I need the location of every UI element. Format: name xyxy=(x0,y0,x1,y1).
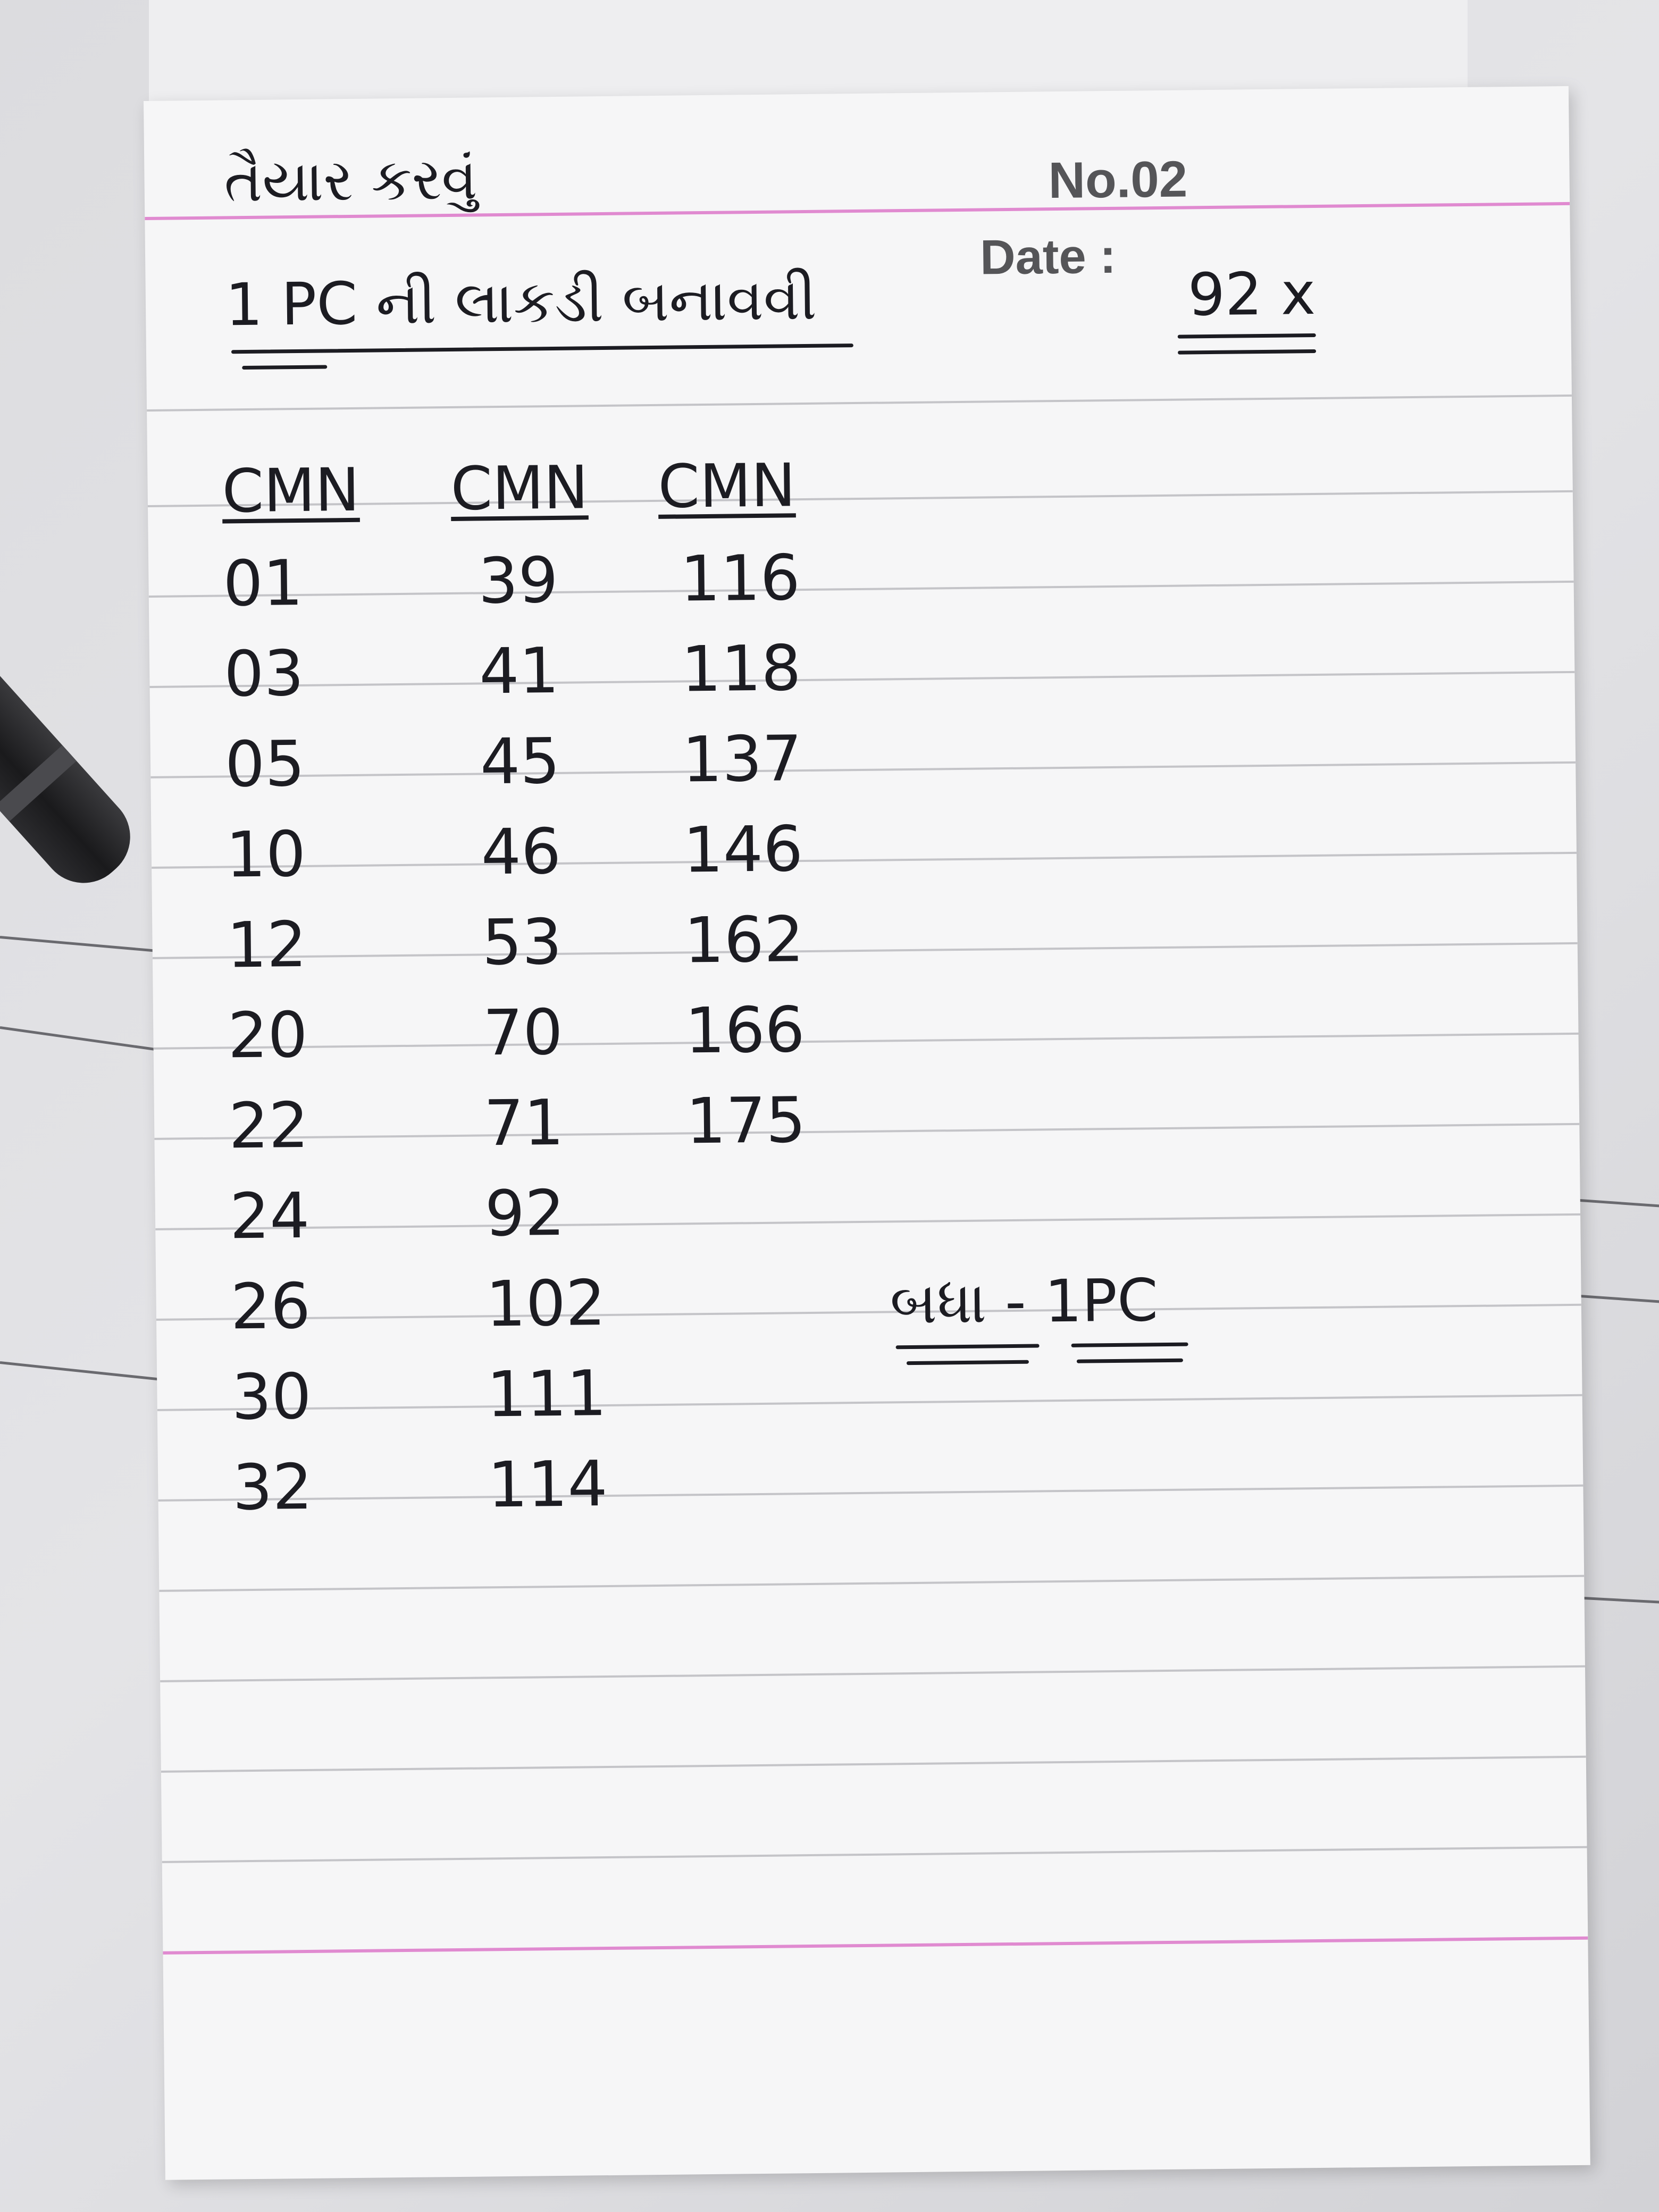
ruled-line xyxy=(148,490,1573,507)
table-cell: 32 xyxy=(232,1449,313,1524)
ruled-line xyxy=(150,761,1576,778)
table-cell: 114 xyxy=(487,1447,608,1522)
ruled-line xyxy=(156,1304,1581,1321)
ruled-line xyxy=(150,671,1575,688)
column-header: CMN xyxy=(657,451,796,522)
total-quantity: 92 x xyxy=(1187,259,1316,329)
table-cell: 70 xyxy=(482,995,564,1070)
ruled-line xyxy=(159,1575,1584,1592)
total-underline xyxy=(1178,349,1316,355)
table-cell: 03 xyxy=(223,636,305,711)
page-subtitle: 1 PC ની લાકડી બનાવવી xyxy=(225,264,817,339)
table-cell: 71 xyxy=(483,1085,565,1160)
number-label: No.02 xyxy=(1048,150,1188,210)
column-header: CMN xyxy=(450,453,589,524)
table-cell: 41 xyxy=(479,633,560,708)
ruled-line xyxy=(154,1033,1579,1050)
table-cell: 26 xyxy=(230,1269,311,1344)
notepad-page xyxy=(144,86,1590,2180)
table-cell: 12 xyxy=(226,907,307,982)
ruled-line xyxy=(153,942,1578,959)
table-cell: 137 xyxy=(682,722,802,797)
table-cell: 05 xyxy=(224,726,305,801)
pen xyxy=(0,642,148,900)
table-cell: 102 xyxy=(485,1266,606,1341)
table-cell: 111 xyxy=(486,1356,607,1431)
ruled-line xyxy=(162,1846,1587,1863)
table-cell: 24 xyxy=(229,1178,310,1253)
ruled-line xyxy=(155,1213,1580,1230)
table-cell: 46 xyxy=(481,814,562,889)
desk-line xyxy=(0,936,175,954)
column-header: CMN xyxy=(222,455,360,526)
table-cell: 39 xyxy=(477,543,559,618)
ruled-line xyxy=(154,1123,1579,1140)
subtitle-underline xyxy=(242,365,327,370)
ruled-line xyxy=(161,1756,1586,1773)
table-cell: 30 xyxy=(231,1359,312,1434)
desk-line xyxy=(0,1361,170,1381)
table-cell: 146 xyxy=(683,812,803,887)
side-note-underline xyxy=(896,1344,1040,1349)
table-cell: 22 xyxy=(228,1088,309,1163)
ruled-line xyxy=(160,1665,1585,1682)
page-title: તૈયાર કરવું xyxy=(223,146,478,215)
ruled-line xyxy=(149,581,1574,598)
subtitle-underline xyxy=(231,343,853,354)
desk-line xyxy=(0,1026,158,1051)
table-cell: 175 xyxy=(685,1083,807,1158)
side-note-underline xyxy=(1071,1343,1188,1347)
table-cell: 162 xyxy=(683,902,805,977)
table-cell: 10 xyxy=(225,817,306,892)
table-cell: 166 xyxy=(684,993,806,1068)
ruled-line xyxy=(157,1394,1582,1411)
date-label: Date : xyxy=(979,229,1117,285)
table-cell: 20 xyxy=(227,998,308,1073)
side-note-underline xyxy=(907,1360,1029,1365)
ruled-line xyxy=(158,1485,1583,1502)
table-cell: 45 xyxy=(480,724,560,799)
pen-band xyxy=(0,745,77,821)
underlying-notepad-sheet xyxy=(149,0,1468,103)
table-cell: 116 xyxy=(680,541,801,616)
side-note-underline xyxy=(1077,1359,1183,1363)
footer-pink-rule xyxy=(163,1937,1588,1955)
ruled-line xyxy=(152,852,1577,869)
total-underline xyxy=(1178,333,1316,339)
table-cell: 118 xyxy=(681,631,802,706)
table-cell: 01 xyxy=(222,546,304,621)
table-cell: 92 xyxy=(484,1176,565,1251)
ruled-line xyxy=(147,395,1572,412)
table-cell: 53 xyxy=(481,904,563,979)
side-note: બધા - 1PC xyxy=(890,1266,1159,1337)
